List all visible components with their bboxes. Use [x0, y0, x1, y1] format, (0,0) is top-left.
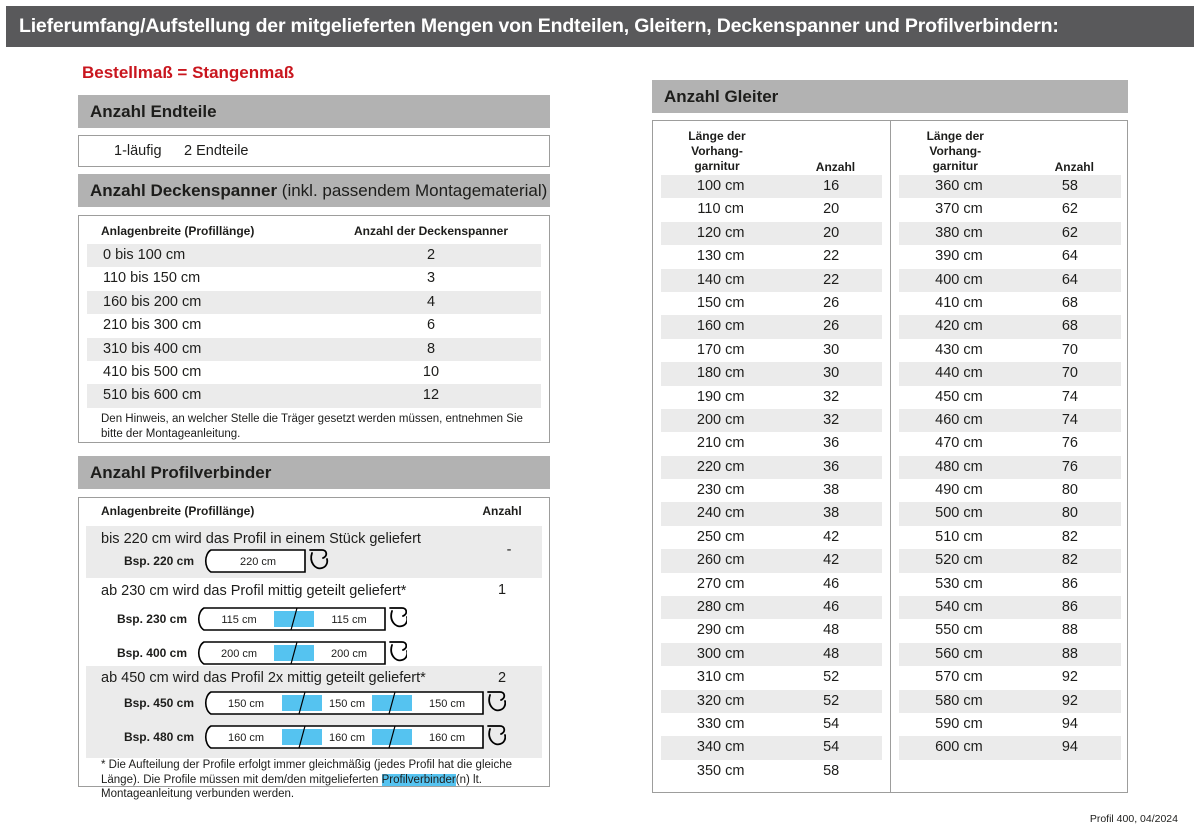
segment-length: 220 cm [239, 556, 277, 568]
table-body [79, 244, 549, 408]
table-row [899, 269, 1121, 292]
table-row [899, 713, 1121, 736]
row-value: 54 [823, 715, 840, 732]
row-value: 10 [422, 363, 440, 380]
row-label: 250 cm [696, 528, 745, 545]
row-value: 76 [1061, 458, 1078, 475]
profile-group-ab-450 [86, 666, 542, 758]
table-row [899, 245, 1121, 268]
order-size-note: Bestellmaß = Stangenmaß [82, 63, 295, 82]
row-label: 510 cm [935, 528, 983, 545]
group-description: bis 220 cm wird das Profil in einem Stück geliefert [101, 531, 421, 547]
row-label: 500 cm [935, 505, 983, 522]
table-row [899, 736, 1121, 759]
column-header-laenge: Länge der Vorhang- garnitur [926, 129, 984, 173]
segment-length: 200 cm [220, 648, 258, 660]
row-value: 70 [1061, 365, 1078, 382]
column-header-anzahl: Anzahl der Deckenspanner [353, 224, 509, 238]
row-label: 300 cm [696, 645, 745, 662]
table-row [899, 315, 1121, 338]
row-label: 310 cm [696, 669, 745, 686]
gleiter-table-left [653, 121, 890, 792]
row-label: 390 cm [935, 248, 983, 265]
profile-diagram [79, 602, 549, 636]
row-label: 530 cm [935, 575, 983, 592]
row-value: 46 [823, 599, 840, 616]
diagram-label: Bsp. 230 cm [116, 612, 187, 626]
row-value: 42 [823, 528, 840, 545]
table-row [661, 432, 882, 455]
row-value: 64 [1061, 271, 1078, 288]
table-row [899, 596, 1121, 619]
profile-diagram [86, 686, 542, 720]
section-header-gleiter [652, 80, 1128, 113]
diagram-label: Bsp. 220 cm [123, 554, 194, 568]
table-row [661, 198, 882, 221]
table-body [891, 175, 1129, 760]
footnote [101, 758, 533, 802]
table-row [899, 409, 1121, 432]
row-value: 38 [823, 505, 840, 522]
row-value: 38 [823, 482, 840, 499]
row-label: 460 cm [935, 411, 983, 428]
row-value: 62 [1061, 224, 1078, 241]
section-header-deckenspanner [78, 174, 550, 207]
row-label: 580 cm [935, 692, 983, 709]
row-label: 110 bis 150 cm [103, 270, 201, 287]
table-row [899, 456, 1121, 479]
row-value: 74 [1061, 411, 1078, 428]
group-count: 2 [497, 670, 507, 686]
row-value: 42 [823, 552, 840, 569]
section-subtitle: (inkl. passendem Montagematerial) [277, 181, 548, 200]
table-row [899, 690, 1121, 713]
row-label: 190 cm [696, 388, 745, 405]
group-description: ab 230 cm wird das Profil mittig geteilt geliefert* [101, 583, 407, 599]
row-label: 330 cm [696, 715, 745, 732]
row-label: 470 cm [935, 435, 983, 452]
table-header [891, 129, 1129, 175]
row-value: 94 [1061, 739, 1078, 756]
section-title: Anzahl Profilverbinder [90, 463, 272, 482]
row-value: 52 [823, 669, 840, 686]
row-label: 410 cm [935, 294, 983, 311]
row-label: 160 cm [696, 318, 745, 335]
row-label: 120 cm [696, 224, 745, 241]
row-label: 200 cm [696, 411, 745, 428]
table-row [87, 361, 541, 384]
row-label: 520 cm [935, 552, 983, 569]
table-row [899, 339, 1121, 362]
gleiter-table-right [890, 121, 1129, 792]
profile-end-cap-icon [390, 642, 407, 660]
row-label: 400 cm [935, 271, 983, 288]
row-label: 560 cm [935, 645, 983, 662]
table-row [899, 666, 1121, 689]
row-value: 58 [823, 762, 840, 779]
row-value: 88 [1061, 645, 1078, 662]
row-value: 20 [823, 201, 840, 218]
segment-length: 160 cm [428, 732, 466, 744]
gleiter-table [652, 120, 1128, 793]
row-label: 280 cm [696, 599, 745, 616]
row-label: 360 cm [935, 178, 983, 194]
row-value: 30 [823, 341, 840, 358]
row-label: 260 cm [696, 552, 745, 569]
table-row [661, 409, 882, 432]
row-label: 290 cm [696, 622, 745, 639]
row-label: 420 cm [935, 318, 983, 335]
row-value: 32 [823, 388, 840, 405]
row-value: 58 [1061, 178, 1078, 194]
row-value: 6 [426, 317, 436, 334]
column-header-anzahl: Anzahl [482, 504, 522, 518]
row-value: 82 [1061, 528, 1078, 545]
table-row [661, 456, 882, 479]
row-label: 150 cm [696, 294, 745, 311]
column-header-laenge: Länge der Vorhang- garnitur [688, 129, 746, 173]
column-header-anzahl: Anzahl [815, 160, 856, 174]
row-value: 80 [1061, 482, 1078, 499]
segment-length: 160 cm [227, 732, 265, 744]
table-row [661, 386, 882, 409]
table-row [899, 198, 1121, 221]
section-title: Anzahl Endteile [90, 102, 217, 121]
row-value: 3 [426, 270, 436, 287]
profile-diagram [79, 636, 549, 670]
table-row [661, 713, 882, 736]
profilverbinder-table [78, 497, 550, 800]
group-count: 1 [497, 582, 507, 598]
footnote-highlight: Profilverbinder [381, 773, 456, 786]
row-label: 590 cm [935, 715, 983, 732]
table-row [661, 222, 882, 245]
table-row [661, 526, 882, 549]
column-header-anlagenbreite: Anlagenbreite (Profillänge) [101, 224, 255, 238]
table-body [653, 175, 890, 783]
row-value: 62 [1061, 201, 1078, 218]
table-row [899, 222, 1121, 245]
profile-bar-diagram [200, 686, 506, 720]
row-value: 8 [426, 340, 436, 357]
endteile-table [78, 135, 550, 167]
row-label: 430 cm [935, 341, 983, 358]
row-label: 0 bis 100 cm [103, 247, 186, 263]
page-title: Lieferumfang/Aufstellung der mitgelieferten Mengen von Endteilen, Gleitern, Deckenspanner und Profilverbindern: [6, 6, 1194, 47]
row-value: 48 [823, 645, 840, 662]
row-label: 570 cm [935, 669, 983, 686]
row-value: 16 [823, 178, 840, 194]
row-value: 76 [1061, 435, 1078, 452]
row-value: 12 [422, 387, 440, 404]
row-value: 68 [1061, 318, 1078, 335]
row-value: 46 [823, 575, 840, 592]
row-label: 240 cm [696, 505, 745, 522]
profile-end-cap-icon [488, 726, 505, 744]
table-row [661, 760, 882, 783]
table-row [899, 362, 1121, 385]
profile-diagram [86, 544, 542, 578]
segment-length: 160 cm [328, 732, 366, 744]
table-row [661, 479, 882, 502]
row-label: 410 bis 500 cm [103, 363, 202, 380]
row-value: 64 [1061, 248, 1078, 265]
row-label: 230 cm [696, 482, 745, 499]
profile-bar-diagram [200, 720, 506, 754]
segment-length: 150 cm [328, 698, 366, 710]
table-row [899, 432, 1121, 455]
diagram-label: Bsp. 400 cm [116, 646, 187, 660]
document-footer: Profil 400, 04/2024 [1089, 813, 1178, 825]
row-value: 88 [1061, 622, 1078, 639]
row-label: 180 cm [696, 365, 745, 382]
row-value: 92 [1061, 669, 1078, 686]
row-value: 2 [426, 247, 436, 263]
table-row [899, 386, 1121, 409]
table-row [899, 502, 1121, 525]
table-row [87, 384, 541, 407]
table-row [899, 479, 1121, 502]
table-row [87, 314, 541, 337]
row-label: 340 cm [696, 739, 745, 756]
segment-length: 150 cm [227, 698, 265, 710]
row-label: 220 cm [696, 458, 745, 475]
mounting-note: Den Hinweis, an welcher Stelle die Träger gesetzt werden müssen, entnehmen Sie bitte der Montageanleitung. [101, 413, 523, 440]
row-label: 540 cm [935, 599, 983, 616]
table-row [661, 245, 882, 268]
table-row [661, 596, 882, 619]
row-label: 510 bis 600 cm [103, 387, 202, 404]
profile-diagram [86, 720, 542, 754]
table-row [661, 619, 882, 642]
table-row [87, 338, 541, 361]
table-row [661, 666, 882, 689]
row-label: 320 cm [696, 692, 745, 709]
profile-end-cap-icon [488, 692, 505, 710]
segment-length: 150 cm [428, 698, 466, 710]
section-header-endteile [78, 95, 550, 128]
table-row [661, 269, 882, 292]
row-value: 32 [823, 411, 840, 428]
row-label: 440 cm [935, 365, 983, 382]
row-label: 270 cm [696, 575, 745, 592]
group-count: - [506, 542, 512, 558]
row-value: 92 [1061, 692, 1078, 709]
row-value: 20 [823, 224, 840, 241]
section-title: Anzahl Gleiter [664, 87, 779, 106]
row-label: 310 bis 400 cm [103, 340, 202, 357]
row-label: 450 cm [935, 388, 983, 405]
table-row [661, 292, 882, 315]
table-row [899, 526, 1121, 549]
row-value: 22 [823, 248, 840, 265]
table-row [87, 244, 541, 267]
row-label: 480 cm [935, 458, 983, 475]
endteile-type: 1-läufig [114, 143, 162, 159]
table-row [661, 736, 882, 759]
profile-bar-diagram [200, 544, 334, 578]
row-value: 48 [823, 622, 840, 639]
row-label: 160 bis 200 cm [103, 293, 202, 310]
row-value: 36 [823, 435, 840, 452]
table-row [899, 175, 1121, 198]
table-row [899, 573, 1121, 596]
profile-bar-diagram [193, 602, 407, 636]
segment-length: 115 cm [331, 614, 367, 626]
row-value: 70 [1061, 341, 1078, 358]
table-row [661, 573, 882, 596]
row-value: 52 [823, 692, 840, 709]
column-header-anlagenbreite: Anlagenbreite (Profillänge) [101, 504, 255, 518]
row-value: 4 [426, 293, 436, 310]
footnote-text: * Die Aufteilung der Profile erfolgt immer gleichmäßig (jedes Profil hat die gleiche Länge). Die Profile müssen mit dem/den mitgelieferten [101, 759, 513, 786]
column-header-anzahl: Anzahl [1054, 160, 1094, 174]
profile-bar-diagram [193, 636, 407, 670]
row-label: 100 cm [696, 178, 745, 194]
row-label: 210 cm [696, 435, 745, 452]
row-value: 30 [823, 365, 840, 382]
row-value: 74 [1061, 388, 1078, 405]
segment-length: 115 cm [221, 614, 257, 626]
profile-end-cap-icon [310, 550, 327, 568]
row-value: 26 [823, 294, 840, 311]
row-value: 94 [1061, 715, 1078, 732]
row-value: 26 [823, 318, 840, 335]
table-row [899, 549, 1121, 572]
table-row [87, 291, 541, 314]
row-value: 80 [1061, 505, 1078, 522]
row-value: 82 [1061, 552, 1078, 569]
section-header-profilverbinder [78, 456, 550, 489]
table-row [661, 690, 882, 713]
table-row [661, 362, 882, 385]
section-title: Anzahl Deckenspanner [90, 181, 278, 200]
row-label: 350 cm [696, 762, 745, 779]
table-row [661, 175, 882, 198]
row-label: 170 cm [696, 341, 745, 358]
table-row [661, 502, 882, 525]
deckenspanner-table [78, 215, 550, 443]
profile-group-ab-230 [79, 578, 549, 666]
row-label: 140 cm [696, 271, 745, 288]
endteile-count: 2 Endteile [184, 143, 249, 159]
row-label: 110 cm [697, 201, 744, 218]
row-label: 600 cm [935, 739, 983, 756]
row-label: 370 cm [935, 201, 983, 218]
row-label: 380 cm [935, 224, 983, 241]
table-row [661, 643, 882, 666]
row-value: 22 [823, 271, 840, 288]
row-value: 68 [1061, 294, 1078, 311]
row-label: 130 cm [696, 248, 745, 265]
row-value: 54 [823, 739, 840, 756]
footnote-text: (n) lt. Montageanleitung verbunden werden. [101, 773, 482, 800]
row-value: 36 [823, 458, 840, 475]
profile-end-cap-icon [390, 608, 407, 626]
table-row [899, 643, 1121, 666]
table-row [661, 315, 882, 338]
table-row [899, 619, 1121, 642]
table-row [661, 549, 882, 572]
table-row [899, 292, 1121, 315]
row-value: 86 [1061, 599, 1078, 616]
diagram-label: Bsp. 450 cm [123, 696, 194, 710]
row-label: 550 cm [935, 622, 983, 639]
row-value: 86 [1061, 575, 1078, 592]
group-description: ab 450 cm wird das Profil 2x mittig geteilt geliefert* [101, 670, 426, 686]
profile-group-bis-220 [86, 526, 542, 578]
diagram-label: Bsp. 480 cm [123, 730, 194, 744]
row-label: 490 cm [935, 482, 983, 499]
table-row [87, 267, 541, 290]
table-header [653, 129, 890, 175]
segment-length: 200 cm [330, 648, 368, 660]
row-label: 210 bis 300 cm [103, 317, 202, 334]
table-row [661, 339, 882, 362]
